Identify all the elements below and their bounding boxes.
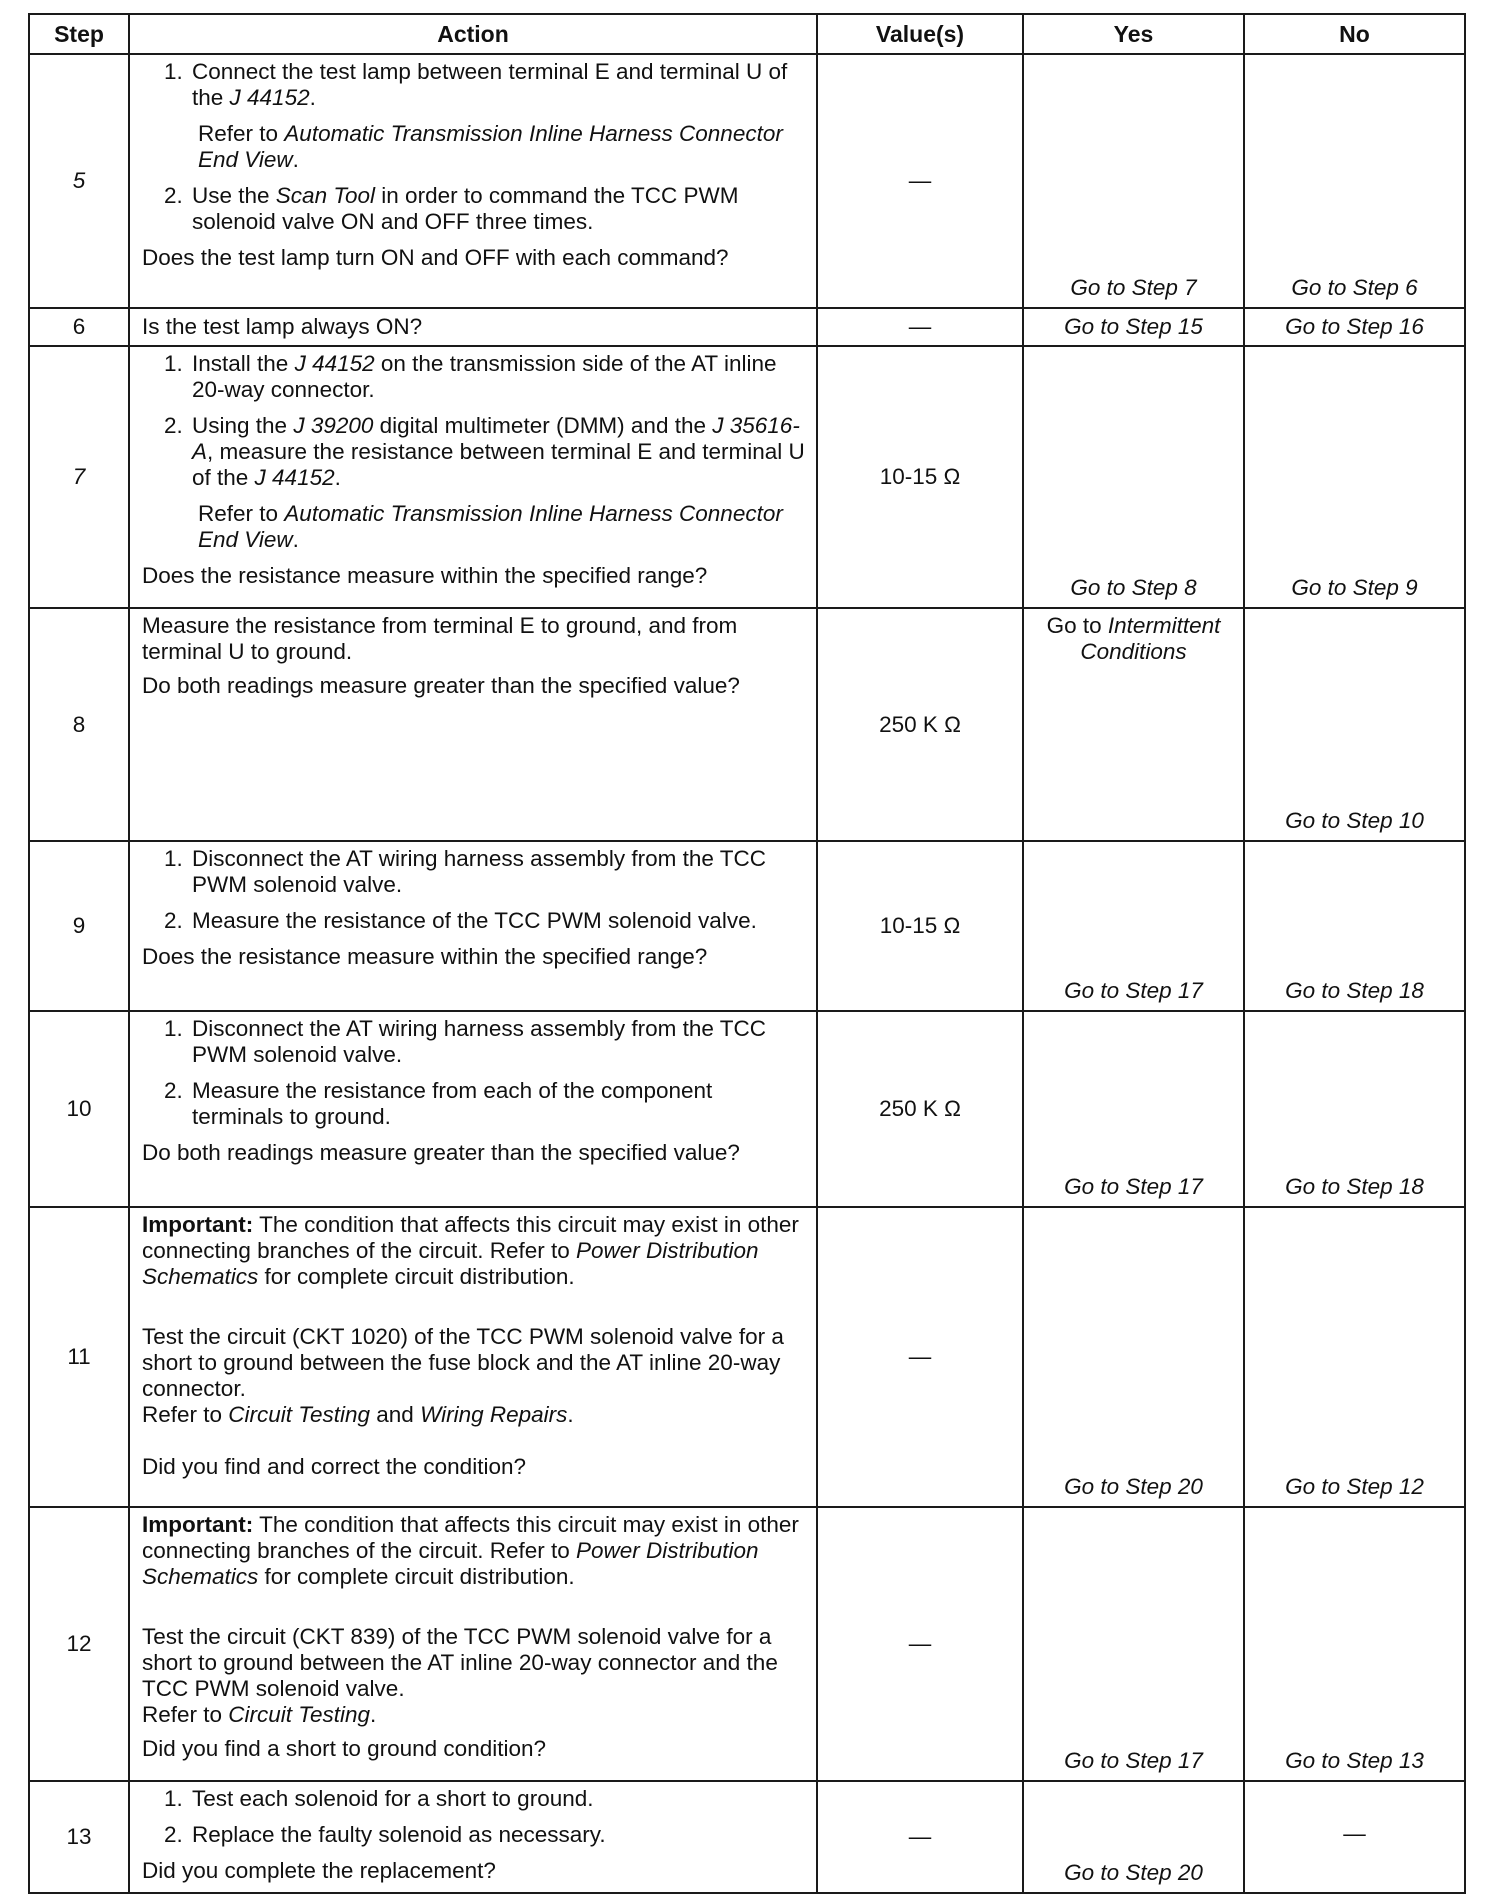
yes-link[interactable]: Go to Step 8: [1023, 346, 1244, 608]
question: Do both readings measure greater than the specified value?: [142, 673, 740, 698]
important-note: Important: The condition that affects this circuit may exist in other connecting branches of the circuit. Refer to Power Distribution Schematics for complete circuit distribution.: [142, 1512, 799, 1589]
no-value: —: [1244, 1781, 1465, 1893]
no-link[interactable]: Go to Step 16: [1244, 308, 1465, 346]
no-link[interactable]: Go to Step 9: [1244, 346, 1465, 608]
step-number: 6: [29, 308, 129, 346]
value-cell: —: [817, 1207, 1023, 1507]
yes-link[interactable]: Go to Step 20: [1023, 1207, 1244, 1507]
header-row: [29, 14, 1465, 54]
no-link[interactable]: Go to Step 12: [1244, 1207, 1465, 1507]
action-cell: 1. Connect the test lamp between terminal E and terminal U of the J 44152. Refer to Automatic Transmission Inline Harness Connector End View. 2. Use the Scan Tool in order to command the TCC PWM solenoid valve ON and OFF three times. Does the test lamp turn ON and OFF with each command?: [129, 54, 817, 308]
diagnostic-table: [28, 13, 1466, 1894]
important-note: Important: The condition that affects this circuit may exist in other connecting branches of the circuit. Refer to Power Distribution Schematics for complete circuit distribution.: [142, 1212, 799, 1289]
value-cell: 10-15 Ω: [817, 346, 1023, 608]
question: Do both readings measure greater than the specified value?: [142, 1140, 740, 1165]
header-no: No: [1244, 14, 1465, 54]
table-row: [29, 1507, 1465, 1781]
yes-link[interactable]: Go to Intermittent Conditions: [1023, 608, 1244, 841]
action-cell: 1. Disconnect the AT wiring harness assembly from the TCC PWM solenoid valve. 2. Measure the resistance from each of the component terminals to ground. Do both readings measure greater than the specified value?: [129, 1011, 817, 1207]
yes-link[interactable]: Go to Step 17: [1023, 841, 1244, 1011]
step-number: 5: [29, 54, 129, 308]
table-row: [29, 1011, 1465, 1207]
yes-link[interactable]: Go to Step 15: [1023, 308, 1244, 346]
table-row: [29, 841, 1465, 1011]
question: Is the test lamp always ON?: [129, 308, 817, 346]
value-cell: —: [817, 308, 1023, 346]
no-link[interactable]: Go to Step 18: [1244, 841, 1465, 1011]
value-cell: —: [817, 1507, 1023, 1781]
yes-link[interactable]: Go to Step 7: [1023, 54, 1244, 308]
step-number: 12: [29, 1507, 129, 1781]
question: Does the resistance measure within the specified range?: [142, 563, 708, 588]
step-number: 9: [29, 841, 129, 1011]
question: Does the test lamp turn ON and OFF with each command?: [142, 245, 729, 270]
table-row: [29, 308, 1465, 346]
question: Did you find and correct the condition?: [142, 1454, 526, 1479]
action-cell: Important: The condition that affects this circuit may exist in other connecting branches of the circuit. Refer to Power Distribution Schematics for complete circuit distribution. Test the circuit (CKT 839) of the TCC PWM solenoid valve for a short to ground between the AT inline 20-way connector and the TCC PWM solenoid valve. Refer to Circuit Testing. Did you find a short to ground condition?: [129, 1507, 817, 1781]
value-cell: 250 K Ω: [817, 608, 1023, 841]
table-row: [29, 54, 1465, 308]
value-cell: —: [817, 54, 1023, 308]
table-row: [29, 346, 1465, 608]
table-row: [29, 1207, 1465, 1507]
question: Does the resistance measure within the specified range?: [142, 944, 708, 969]
value-cell: 250 K Ω: [817, 1011, 1023, 1207]
action-cell: 1. Disconnect the AT wiring harness assembly from the TCC PWM solenoid valve. 2. Measure the resistance of the TCC PWM solenoid valve. Does the resistance measure within the specified range?: [129, 841, 817, 1011]
question: Did you find a short to ground condition?: [142, 1736, 547, 1761]
header-step: Step: [29, 14, 129, 54]
value-cell: 10-15 Ω: [817, 841, 1023, 1011]
no-link[interactable]: Go to Step 10: [1244, 608, 1465, 841]
reference-link[interactable]: Automatic Transmission Inline Harness Connector End View: [198, 501, 783, 552]
no-link[interactable]: Go to Step 13: [1244, 1507, 1465, 1781]
action-cell: Measure the resistance from terminal E to ground, and from terminal U to ground. Do both readings measure greater than the specified value?: [129, 608, 817, 841]
no-link[interactable]: Go to Step 6: [1244, 54, 1465, 308]
question: Did you complete the replacement?: [142, 1858, 496, 1883]
yes-link[interactable]: Go to Step 17: [1023, 1011, 1244, 1207]
step-number: 11: [29, 1207, 129, 1507]
action-cell: Important: The condition that affects this circuit may exist in other connecting branches of the circuit. Refer to Power Distribution Schematics for complete circuit distribution. Test the circuit (CKT 1020) of the TCC PWM solenoid valve for a short to ground between the fuse block and the AT inline 20-way connector. Refer to Circuit Testing and Wiring Repairs. Did you find and correct the condition?: [129, 1207, 817, 1507]
table-row: [29, 1781, 1465, 1893]
action-cell: 1. Test each solenoid for a short to ground. 2. Replace the faulty solenoid as necessary. Did you complete the replacement?: [129, 1781, 817, 1893]
header-values: Value(s): [817, 14, 1023, 54]
no-link[interactable]: Go to Step 18: [1244, 1011, 1465, 1207]
step-number: 13: [29, 1781, 129, 1893]
table-row: [29, 608, 1465, 841]
yes-link[interactable]: Go to Step 20: [1023, 1781, 1244, 1893]
step-number: 7: [29, 346, 129, 608]
reference-link[interactable]: Automatic Transmission Inline Harness Connector End View: [198, 121, 783, 172]
header-yes: Yes: [1023, 14, 1244, 54]
header-action: Action: [129, 14, 817, 54]
action-cell: 1. Install the J 44152 on the transmission side of the AT inline 20-way connector. 2. Using the J 39200 digital multimeter (DMM) and the J 35616-A, measure the resistance between terminal E and terminal U of the J 44152. Refer to Automatic Transmission Inline Harness Connector End View. Does the resistance measure within the specified range?: [129, 346, 817, 608]
value-cell: —: [817, 1781, 1023, 1893]
yes-link[interactable]: Go to Step 17: [1023, 1507, 1244, 1781]
step-number: 10: [29, 1011, 129, 1207]
step-number: 8: [29, 608, 129, 841]
